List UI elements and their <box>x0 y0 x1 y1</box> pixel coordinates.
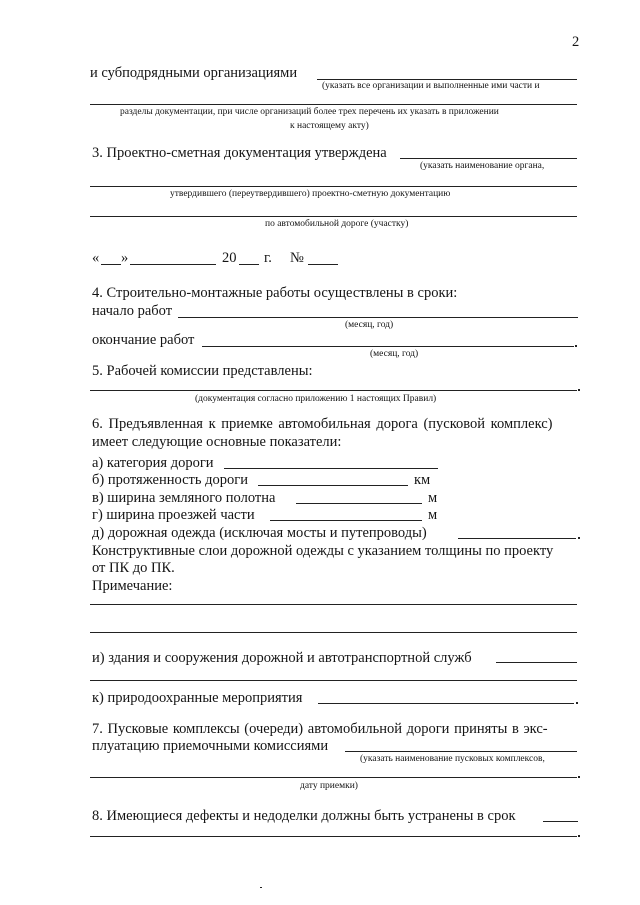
buildings-label: и) здания и сооружения дорожной и автотранспортной служб <box>92 650 472 666</box>
layers-line-2: от ПК до ПК. <box>92 560 175 576</box>
subcontractors-line <box>317 79 577 80</box>
buildings-line-2 <box>90 680 577 681</box>
year-line <box>239 264 259 265</box>
section-4-title: 4. Строительно-монтажные работы осуществлены в сроки: <box>92 285 458 301</box>
deadline-period <box>578 835 580 837</box>
section-7-line-1: 7. Пусковые комплексы (очереди) автомобильной дороги приняты в экс- <box>92 721 548 737</box>
approval-hint-3: по автомобильной дороге (участку) <box>265 219 409 229</box>
section-7-line-2: плуатацию приемочными комиссиями <box>92 738 329 754</box>
section-8-title: 8. Имеющиеся дефекты и недоделки должны быть устранены в срок <box>92 808 516 824</box>
subgrade-width-unit: м <box>428 490 438 506</box>
subcontractors-hint-2: разделы документации, при числе организаций более трех перечень их указать в приложении <box>120 107 499 117</box>
commission-hint-2: дату приемки) <box>300 781 358 791</box>
documents-line <box>90 390 577 391</box>
commission-line <box>345 751 577 752</box>
pavement-period <box>578 537 580 539</box>
approval-organ-line <box>400 158 577 159</box>
scan-mark <box>260 887 262 888</box>
approval-organ-hint: (указать наименование органа, <box>420 161 545 171</box>
deadline-line <box>543 821 578 822</box>
approval-line-3 <box>90 216 577 217</box>
note-label: Примечание: <box>92 578 173 594</box>
road-category-line <box>224 468 438 469</box>
page-number: 2 <box>572 34 580 50</box>
work-end-label: окончание работ <box>92 332 195 348</box>
documents-period <box>578 389 580 391</box>
road-length-unit: км <box>414 472 431 488</box>
subgrade-width-line <box>296 503 422 504</box>
section-6-line-1: 6. Предъявленная к приемке автомобильная дорога (пусковой комплекс) <box>92 416 553 432</box>
subcontractors-line-2 <box>90 104 577 105</box>
work-start-label: начало работ <box>92 303 173 319</box>
commission-period <box>578 776 580 778</box>
environment-period <box>576 702 578 704</box>
road-length-line <box>258 485 408 486</box>
carriageway-width-label: г) ширина проезжей части <box>92 507 255 523</box>
work-end-period <box>575 345 577 347</box>
day-line <box>101 264 121 265</box>
carriageway-width-line <box>270 520 422 521</box>
pavement-label: д) дорожная одежда (исключая мосты и путепроводы) <box>92 525 427 541</box>
section-6-line-2: имеет следующие основные показатели: <box>92 434 342 450</box>
year-prefix: 20 <box>222 250 237 266</box>
section-5-title: 5. Рабочей комиссии представлены: <box>92 363 313 379</box>
month-line <box>130 264 216 265</box>
doc-number-line <box>308 264 338 265</box>
work-start-hint: (месяц, год) <box>345 320 394 330</box>
date-quote-open: « <box>92 250 100 266</box>
environment-label: к) природоохранные мероприятия <box>92 690 303 706</box>
subcontractors-hint-3: к настоящему акту) <box>290 121 369 131</box>
road-category-label: а) категория дороги <box>92 455 214 471</box>
commission-hint-1: (указать наименование пусковых комплексов, <box>360 754 545 764</box>
documents-hint: (документация согласно приложению 1 настоящих Правил) <box>195 394 437 404</box>
work-start-line <box>178 317 578 318</box>
section-3-title: 3. Проектно-сметная документация утверждена <box>92 145 387 161</box>
work-end-line <box>202 346 574 347</box>
approval-hint-2: утвердившего (переутвердившего) проектно-сметную документацию <box>170 189 451 199</box>
subcontractors-hint-1: (указать все организации и выполненные ими части и <box>322 81 540 91</box>
year-suffix: г. <box>264 250 272 266</box>
environment-line <box>318 703 574 704</box>
work-end-hint: (месяц, год) <box>370 349 419 359</box>
deadline-line-2 <box>90 836 577 837</box>
subcontractors-label: и субподрядными организациями <box>90 65 298 81</box>
commission-line-2 <box>90 777 577 778</box>
date-quote-close: » <box>121 250 129 266</box>
note-line-1 <box>90 604 577 605</box>
carriageway-width-unit: м <box>428 507 438 523</box>
layers-line-1: Конструктивные слои дорожной одежды с указанием толщины по проекту <box>92 543 554 559</box>
subgrade-width-label: в) ширина земляного полотна <box>92 490 276 506</box>
doc-number-sign: № <box>290 250 304 266</box>
approval-line-2 <box>90 186 577 187</box>
road-length-label: б) протяженность дороги <box>92 472 248 488</box>
pavement-line <box>458 538 576 539</box>
buildings-line <box>496 662 577 663</box>
note-line-2 <box>90 632 577 633</box>
